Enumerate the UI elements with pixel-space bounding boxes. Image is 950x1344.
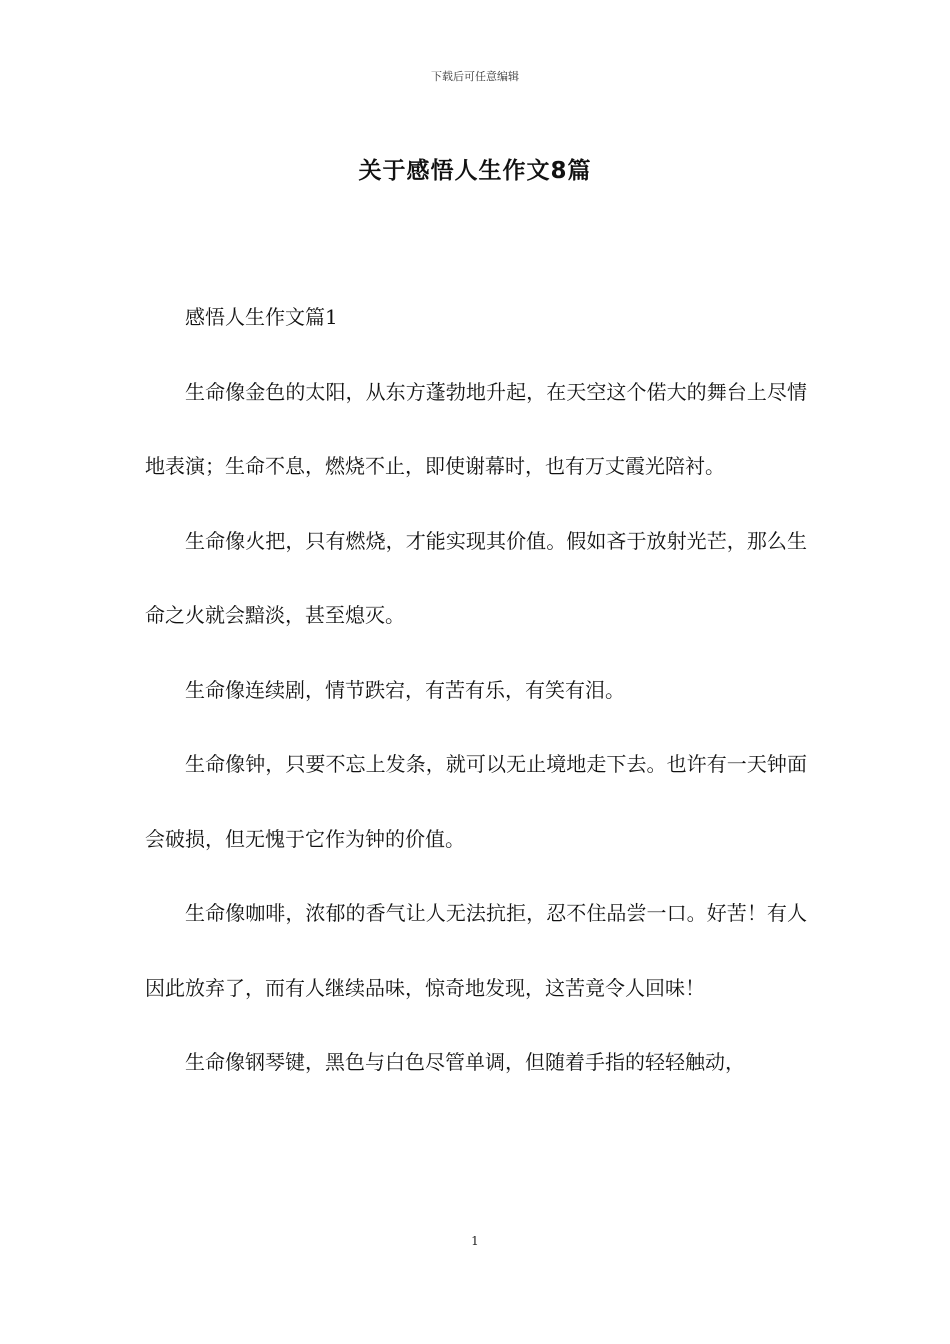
document-title: 关于感悟人生作文8篇 (358, 158, 592, 184)
paragraph: 生命像咖啡，浓郁的香气让人无法抗拒，忍不住品尝一口。好苦！有人因此放弃了，而有人继续品味，惊奇地发现，这苦竟令人回味！ (145, 901, 807, 1000)
paragraph: 生命像金色的太阳，从东方蓬勃地升起，在天空这个偌大的舞台上尽情地表演；生命不息，燃烧不止，即使谢幕时，也有万丈霞光陪衬。 (145, 379, 807, 478)
section-heading: 感悟人生作文篇1 (185, 305, 338, 329)
paragraph: 生命像钟，只要不忘上发条，就可以无止境地走下去。也许有一天钟面会破损，但无愧于它作为钟的价值。 (145, 752, 807, 851)
page-number: 1 (471, 1234, 479, 1248)
paragraph: 生命像钢琴键，黑色与白色尽管单调，但随着手指的轻轻触动， (185, 1050, 745, 1074)
header-note: 下载后可任意编辑 (431, 70, 519, 83)
paragraph: 生命像连续剧，情节跌宕，有苦有乐，有笑有泪。 (185, 677, 625, 702)
document-body (145, 280, 807, 1100)
paragraph: 生命像火把，只有燃烧，才能实现其价值。假如吝于放射光芒，那么生命之火就会黯淡，甚至熄灭。 (145, 528, 807, 627)
